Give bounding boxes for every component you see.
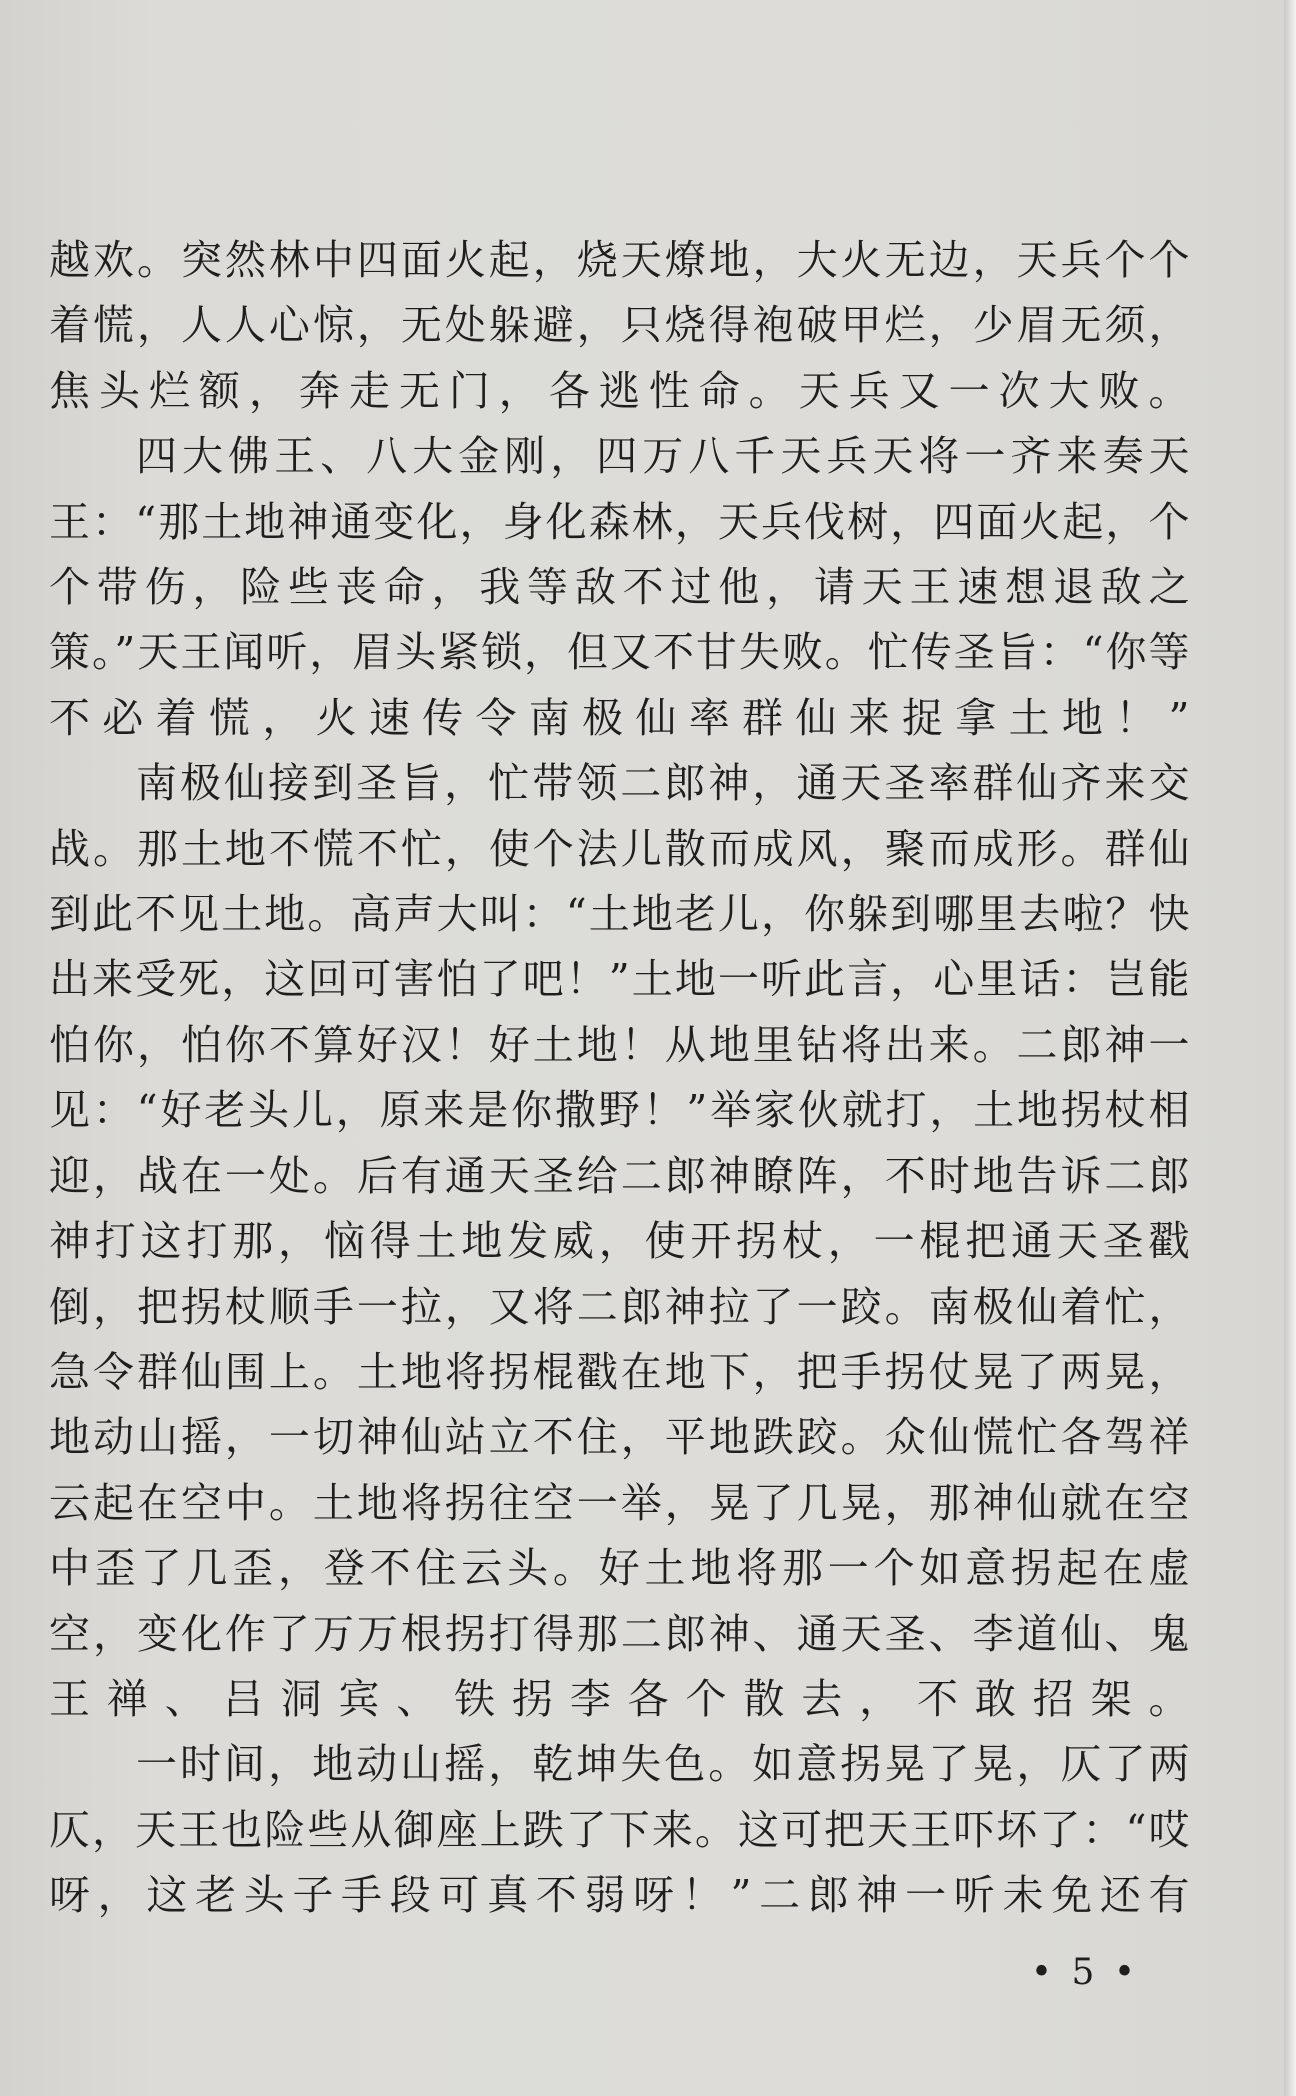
body-text (49, 228, 1191, 1929)
paragraph-3: 南极仙接到圣旨，忙带领二郎神，通天圣率群仙齐来交战。那土地不慌不忙，使个法儿散而成风，聚而成形。群仙到此不见土地。高声大叫：“土地老儿，你躲到哪里去啦？快出来受死，这回可害怕了吧！”土地一听此言，心里话：岂能怕你，怕你不算好汉！好土地！从地里钻将出来。二郎神一见：“好老头儿，原来是你撒野！”举家伙就打，土地拐杖相迎，战在一处。后有通天圣给二郎神瞭阵，不时地告诉二郎神打这打那，恼得土地发威，使开拐杖，一棍把通天圣戳倒，把拐杖顺手一拉，又将二郎神拉了一跤。南极仙着忙，急令群仙围上。土地将拐棍戳在地下，把手拐仗晃了两晃，地动山摇，一切神仙站立不住，平地跌跤。众仙慌忙各驾祥云起在空中。土地将拐往空一举，晃了几晃，那神仙就在空中歪了几歪，登不住云头。好土地将那一个如意拐起在虚空，变化作了万万根拐打得那二郎神、通天圣、李道仙、鬼王禅、吕洞宾、铁拐李各个散去，不敢招架。 (49, 759, 1191, 1723)
paragraph-1: 越欢。突然林中四面火起，烧天燎地，大火无边，天兵个个着慌，人人心惊，无处躲避，只烧得袍破甲烂，少眉无须，焦头烂额，奔走无门，各逃性命。天兵又一次大败。 (49, 236, 1191, 415)
paragraph-2: 四大佛王、八大金刚，四万八千天兵天将一齐来奏天王：“那土地神通变化，身化森林，天兵伐树，四面火起，个个带伤，险些丧命，我等敌不过他，请天王速想退敌之策。”天王闻听，眉头紧锁，但又不甘失败。忙传圣旨：“你等不必着慌，火速传令南极仙率群仙来捉拿土地！” (49, 432, 1191, 742)
page-edge (1284, 0, 1296, 2096)
page-number: • 5 • (1030, 1952, 1140, 1993)
paragraph-4: 一时间，地动山摇，乾坤失色。如意拐晃了晃，仄了两仄，天王也险些从御座上跌了下来。这可把天王吓坏了：“哎呀，这老头子手段可真不弱呀！”二郎神一听未免还有 (49, 1740, 1191, 1920)
